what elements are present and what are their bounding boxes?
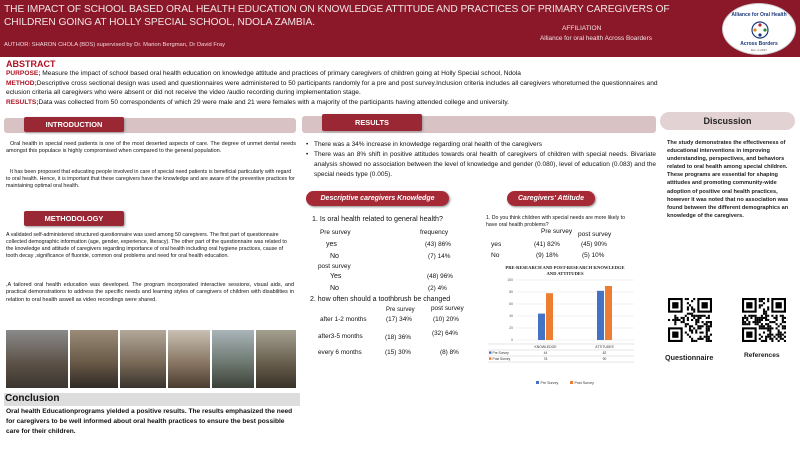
knowledge-q2: 2. how often should a toothbrush be changed bbox=[310, 296, 451, 303]
questionnaire-label: Questionnaire bbox=[665, 353, 714, 362]
chart-table-value: 44 bbox=[543, 351, 548, 355]
chart-x-tick-label: KNOWLEDGE bbox=[534, 345, 557, 349]
results-bullet-1: • There was a 34% increase in knowledge regarding oral health of the caregivers bbox=[306, 141, 542, 148]
discussion-text: The study demonstrates the effectiveness of educational interventions in improving understanding, perspectives, and behaviors related to oral health among special children. These programs are essential for shaping attitudes and promoting community-wide adoption of positive oral health practices, however it was noted that no association was found between the different demographics an knowledge of the caregivers. bbox=[667, 140, 789, 219]
chart-bar-pre bbox=[597, 291, 604, 340]
q1-frequency-label: frequency bbox=[420, 229, 449, 236]
qr-code-icon bbox=[742, 298, 786, 342]
chart-table-row-label: Post Survey bbox=[492, 357, 511, 361]
chart-table-value: 82 bbox=[602, 351, 607, 355]
chart-title-line-2: AND ATTITUDES bbox=[546, 271, 584, 276]
introduction-p1: Oral health in special need patients is one of the most deserted aspects of care. The degree of unmet dental needs amongst this populace is highly compromised when compared to the general population. bbox=[6, 141, 296, 155]
references-qr-code[interactable] bbox=[742, 298, 786, 342]
chart-y-tick-label: 0 bbox=[511, 338, 513, 343]
chart-legend-label: Post Survey bbox=[574, 381, 594, 385]
abstract-heading: ABSTRACT bbox=[6, 59, 56, 69]
q2-row2-pre: (18) 36% bbox=[385, 334, 411, 341]
q1-pre-yes-value: (43) 86% bbox=[425, 241, 451, 248]
abstract-method: METHOD;Descriptive cross sectional design was used and questionnaires were administered to 50 participants randomly for a pre and post survey.Inclusion criteria includes all caregivers whoreturned the questionnaires and bbox=[6, 80, 658, 87]
chart-y-tick-label: 60 bbox=[509, 302, 513, 307]
att-pre-survey-label: Pre survey bbox=[541, 228, 573, 235]
results-bullets bbox=[306, 140, 656, 180]
q2-row1-label: after 1-2 months bbox=[320, 316, 367, 323]
author-line: AUTHOR: SHARON CHOLA (BDS) supervised by Dr. Marion Bergman, Dr David Fray bbox=[4, 42, 225, 48]
q1-post-yes-value: (48) 96% bbox=[427, 273, 453, 280]
conclusion-text: Oral health Educationprograms yielded a positive results. The results emphasized the need for caregivers to be well informed about oral health practices to ensure the best possible care for their children. bbox=[6, 408, 293, 435]
knowledge-pill: Descriptive caregivers Knowledge bbox=[306, 191, 449, 206]
photo-caregivers-4 bbox=[168, 330, 210, 388]
abstract-results: RESULTS;Data was collected from 50 correspondents of which 29 were male and 21 were females with a majority of the participants having attended college and university. bbox=[6, 99, 509, 106]
att-post-survey-label: post survey bbox=[578, 231, 612, 238]
att-pre-no: (9) 18% bbox=[536, 252, 559, 259]
affiliation-name: Alliance for oral health Across Boarders bbox=[540, 35, 652, 42]
chart-table-row-label: Pre Survey bbox=[492, 351, 509, 355]
knowledge-attitude-chart bbox=[476, 262, 654, 390]
photo-caregivers-2 bbox=[70, 330, 118, 388]
attitude-q1: 1. Do you think children with special needs are more likely to have oral health problems? bbox=[486, 215, 625, 228]
photo-caregivers-3 bbox=[120, 330, 166, 388]
chart-y-tick-label: 80 bbox=[509, 290, 513, 295]
chart-table-value: 90 bbox=[602, 357, 607, 361]
chart-y-tick-label: 100 bbox=[507, 278, 513, 283]
chart-legend-swatch bbox=[536, 381, 539, 384]
q2-row1-post: (10) 20% bbox=[433, 316, 459, 323]
q2-row3-pre: (15) 30% bbox=[385, 349, 411, 356]
att-yes-label: yes bbox=[491, 241, 502, 248]
chart-table-legend-key bbox=[489, 357, 491, 359]
q2-row3-post: (8) 8% bbox=[440, 349, 459, 356]
logo-people-icon bbox=[750, 20, 770, 40]
photo-caregivers-1 bbox=[6, 330, 68, 388]
q1-post-no-value: (2) 4% bbox=[428, 285, 447, 292]
attitude-pill: Caregivers' Attitude bbox=[507, 191, 595, 206]
abstract-method-cont: eclusion criteria all caregivers who were absent or did not receive the video /audio recording during implementation stage. bbox=[6, 89, 361, 96]
q2-pre-survey-label: Pre survey bbox=[386, 307, 415, 313]
chart-bar-pre bbox=[538, 314, 545, 340]
chart-y-tick-label: 20 bbox=[509, 326, 513, 331]
att-no-label: No bbox=[491, 252, 500, 259]
q2-post-survey-label: post survey bbox=[431, 305, 464, 312]
chart-table-value: 78 bbox=[543, 357, 548, 361]
att-pre-yes: (41) 82% bbox=[534, 241, 560, 248]
methodology-p2: ,A tailored oral health education was developed. The program incorporated interactive sessions, visual aids, and practical demonstrations to address the specific needs and learning styles of caregivers of children with disabilities in relation to oral health aswell as video recordings were shared. bbox=[6, 282, 294, 303]
results-bullet-2: • There was an 8% shift in positive attitudes towards oral health of caregivers of children with special needs. Bivariate analysis showed no association between the level of knowledge and gender (0.080), level of education (0.083) and the special needs type (0.005). bbox=[306, 151, 656, 178]
chart-y-tick-label: 40 bbox=[509, 314, 513, 319]
conclusion-heading: Conclusion bbox=[5, 393, 60, 404]
q2-row2-post: (32) 64% bbox=[432, 330, 458, 337]
methodology-heading: METHODOLOGY bbox=[24, 211, 124, 226]
q1-post-yes-label: Yes bbox=[330, 273, 342, 280]
photo-caregivers-6 bbox=[256, 330, 296, 388]
methodology-p1: A validated self-administered structured questionnaire was used among 50 caregivers. The first part of questionnaire collected demographic information (age, gender, experience, literacy). The other part of the questionnaire was related to the knowledge and attitude of caregivers regarding importance of oral health including oral hygiene practices, cause of tooth decay ,significance of fluoride, common oral problems and need for oral health education. bbox=[6, 232, 287, 259]
introduction-p2: It has been proposed that educating people involved in care of special need patients is beneficial particularly with regard to oral health. Hence, it is important that these caregivers have the knowledge and are aware of the preventive practices for maintaining optimal oral health. bbox=[6, 169, 295, 190]
qr-code-icon bbox=[668, 298, 712, 342]
poster-title: THE IMPACT OF SCHOOL BASED ORAL HEALTH EDUCATION ON KNOWLEDGE ATTITUDE AND PRACTICES OF PRIMARY CAREGIVERS OF CHILDREN GOING AT HOLLY SPECIAL SCHOOL, NDOLA ZAMBIA. bbox=[4, 4, 670, 28]
photo-caregivers-5 bbox=[212, 330, 254, 388]
att-post-no: (5) 10% bbox=[582, 252, 605, 259]
chart-bar-post bbox=[605, 286, 612, 340]
questionnaire-qr-code[interactable] bbox=[668, 298, 712, 342]
results-heading: RESULTS bbox=[322, 114, 422, 131]
chart-table-legend-key bbox=[489, 351, 491, 353]
chart-bar-post bbox=[546, 293, 553, 340]
organization-logo: Alliance for Oral Health Across Borders Est. in 2017 bbox=[722, 3, 796, 55]
affiliation-label: AFFILIATION bbox=[562, 25, 602, 32]
abstract-purpose: PURPOSE; Measure the impact of school based oral health education on knowledge attitude and practices of primary caregivers of children going at Holly Special school, Ndola bbox=[6, 70, 521, 77]
chart-x-tick-label: ATTITUDES bbox=[595, 345, 614, 349]
q2-row2-label: after3-5 months bbox=[318, 333, 363, 340]
q1-post-survey-label: post survey bbox=[318, 263, 351, 270]
q1-pre-no-label: No bbox=[330, 253, 339, 260]
chart-svg bbox=[476, 262, 654, 390]
knowledge-q1: 1. Is oral health related to general health? bbox=[312, 215, 443, 223]
chart-title-line-1: PRE-RESEARCH AND POST-RESEARCH KNOWLEDGE bbox=[505, 265, 625, 270]
chart-legend-label: Pre Survey bbox=[540, 381, 559, 385]
chart-legend-swatch bbox=[570, 381, 573, 384]
q1-pre-survey-label: Pre survey bbox=[320, 229, 351, 236]
q2-row1-pre: (17) 34% bbox=[386, 316, 412, 323]
discussion-heading: Discussion bbox=[660, 112, 795, 130]
q1-pre-yes-label: yes bbox=[326, 241, 337, 248]
q2-row3-label: every 6 months bbox=[318, 349, 362, 356]
references-label: References bbox=[744, 352, 780, 359]
q1-pre-no-value: (7) 14% bbox=[428, 253, 451, 260]
introduction-heading: INTRODUCTION bbox=[24, 117, 124, 132]
q1-post-no-label: No bbox=[330, 285, 339, 292]
att-post-yes: (45) 90% bbox=[581, 241, 607, 248]
